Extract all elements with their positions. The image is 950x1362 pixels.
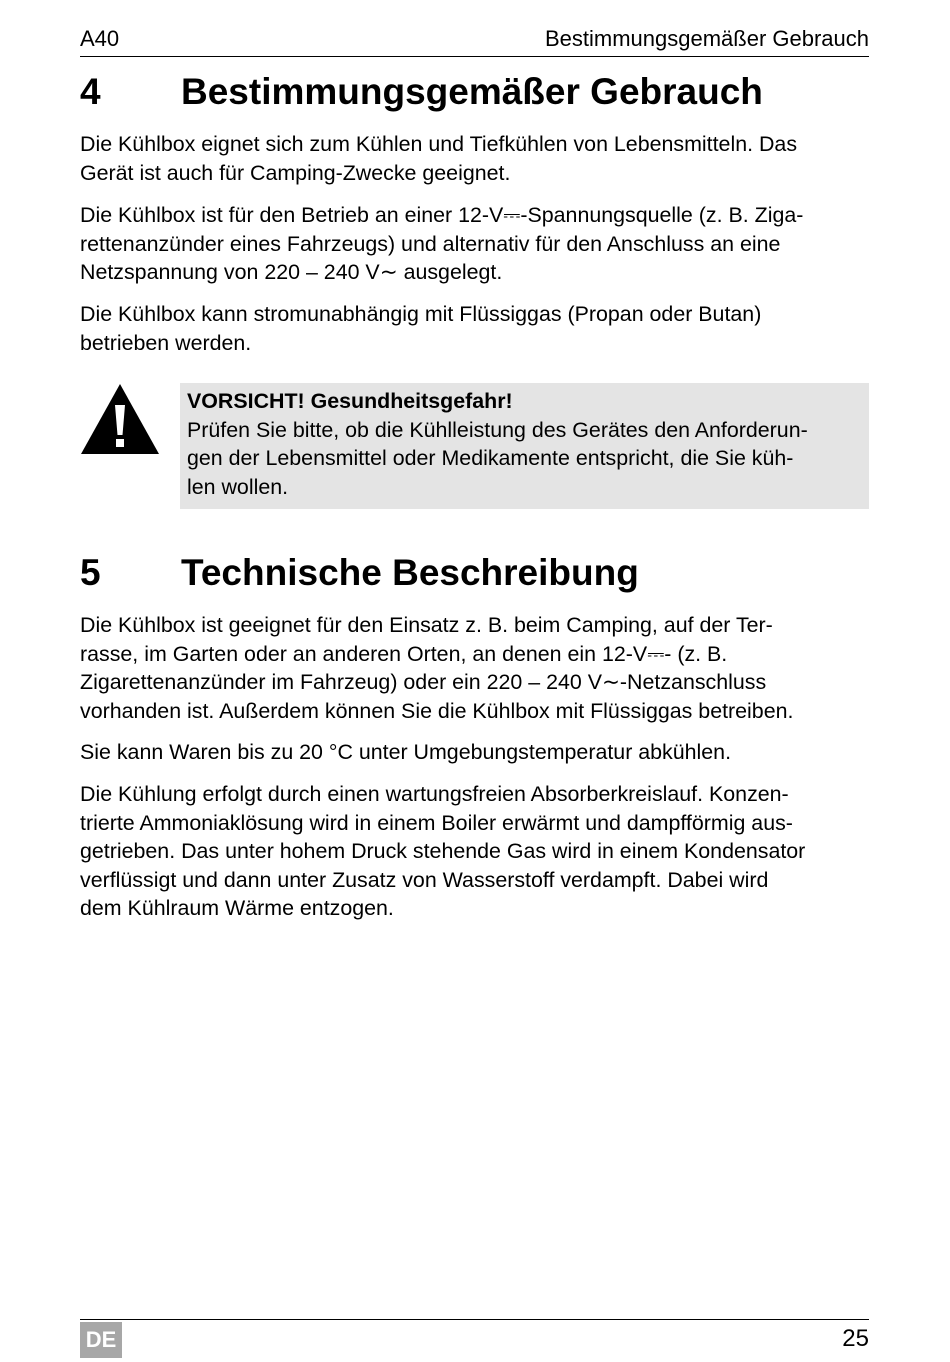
warning-title: VORSICHT! Gesundheitsgefahr! — [187, 389, 513, 413]
header-chapter: Bestimmungsgemäßer Gebrauch — [544, 26, 869, 51]
text-line: vorhanden ist. Außerdem können Sie die Kühlbox mit Flüssiggas betreiben. — [80, 698, 794, 723]
text-line: Die Kühlbox eignet sich zum Kühlen und Tiefkühlen von Lebensmitteln. Das — [80, 132, 798, 156]
section-5-number: 5 — [80, 552, 101, 593]
warning-triangle-icon — [80, 383, 160, 455]
language-badge: DE — [80, 1322, 122, 1358]
section-4-paragraph-3 — [80, 300, 869, 357]
text-line: trierte Ammoniaklösung wird in einem Boiler erwärmt und dampfförmig aus- — [80, 810, 793, 835]
text-line: Die Kühlbox ist für den Betrieb an einer 12-V⎓-Spannungsquelle (z. B. Ziga- — [80, 203, 804, 227]
section-5-title: Technische Beschreibung — [181, 552, 639, 593]
warning-box — [180, 383, 869, 509]
text-line: betrieben werden. — [80, 330, 252, 355]
warning-text-line: gen der Lebensmittel oder Medikamente entspricht, die Sie küh- — [187, 446, 794, 470]
text-line: Die Kühlung erfolgt durch einen wartungsfreien Absorberkreislauf. Konzen- — [80, 782, 789, 806]
text-line: rettenanzünder eines Fahrzeugs) und alternativ für den Anschluss an eine — [80, 231, 781, 256]
footer-divider — [80, 1319, 869, 1320]
section-4-title: Bestimmungsgemäßer Gebrauch — [181, 71, 763, 112]
text-line: Die Kühlbox ist geeignet für den Einsatz z. B. beim Camping, auf der Ter- — [80, 613, 773, 637]
section-5-paragraph-2 — [80, 738, 869, 767]
section-4-number: 4 — [80, 71, 101, 112]
text-line: rasse, im Garten oder an anderen Orten, an denen ein 12-V⎓- (z. B. — [80, 641, 728, 666]
text-line: Netzspannung von 220 – 240 V∼ ausgelegt. — [80, 260, 503, 284]
text-line: dem Kühlraum Wärme entzogen. — [80, 896, 394, 920]
header-model: A40 — [80, 26, 120, 51]
text-line: Gerät ist auch für Camping-Zwecke geeignet. — [80, 160, 511, 185]
warning-text-line: len wollen. — [187, 474, 289, 499]
text-line: getrieben. Das unter hohem Druck stehende Gas wird in einem Kondensator — [80, 839, 806, 863]
text-line: Die Kühlbox kann stromunabhängig mit Flüssiggas (Propan oder Butan) — [80, 302, 762, 326]
text-line: verflüssigt und dann unter Zusatz von Wasserstoff verdampft. Dabei wird — [80, 867, 769, 892]
page-number: 25 — [842, 1325, 869, 1352]
section-4-paragraph-2 — [80, 201, 869, 287]
text-line: Zigarettenanzünder im Fahrzeug) oder ein 220 – 240 V∼-Netzanschluss — [80, 670, 767, 694]
warning-text-line: Prüfen Sie bitte, ob die Kühlleistung des Gerätes den Anforderun- — [187, 417, 808, 442]
section-5-paragraph-3 — [80, 780, 869, 923]
section-5-paragraph-1 — [80, 611, 869, 725]
page-header — [80, 24, 869, 57]
text-line: Sie kann Waren bis zu 20 °C unter Umgebungstemperatur abkühlen. — [80, 740, 732, 764]
section-4-paragraph-1 — [80, 130, 869, 187]
